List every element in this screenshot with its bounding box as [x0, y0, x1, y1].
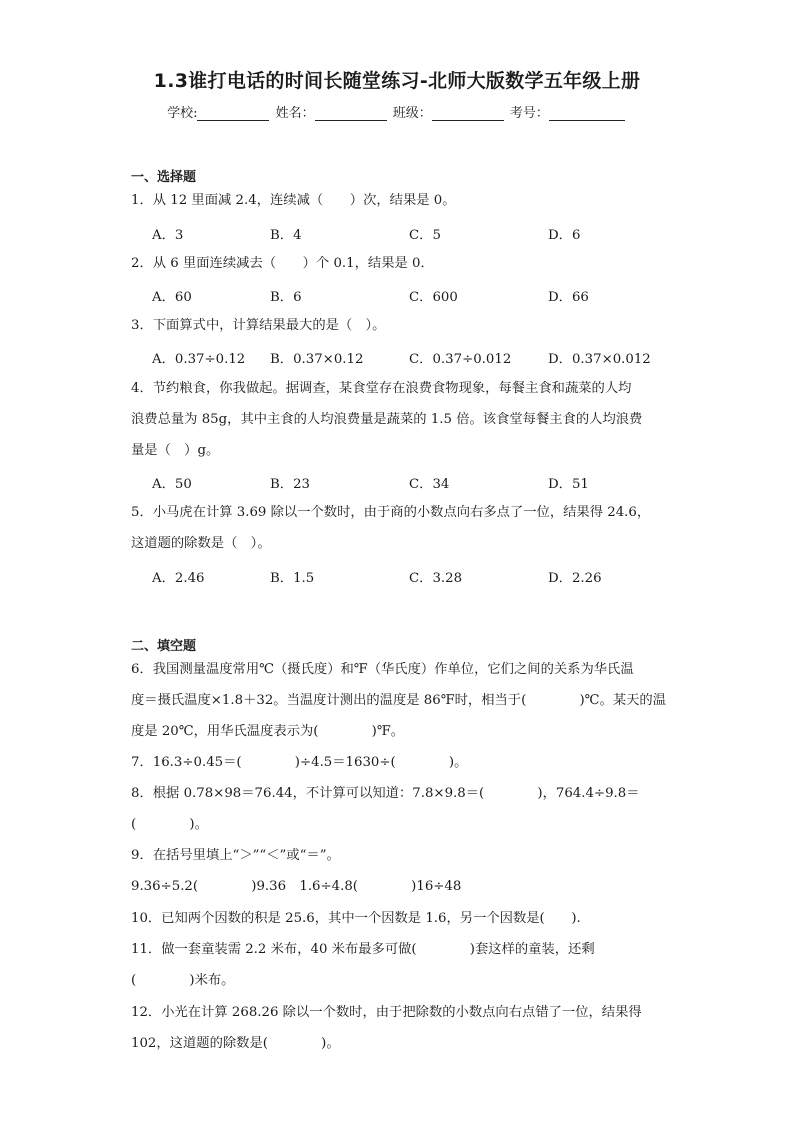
question-7 — [131, 747, 671, 778]
section-heading-choice: 一、选择题 — [131, 170, 197, 185]
class-label: 班级： — [392, 106, 432, 121]
page-title: 1.3谁打电话的时间长随堂练习-北师大版数学五年级上册 — [153, 70, 641, 92]
question-line: 11．做一套童装需 2.2 米布，40 米布最多可做( )套这样的童装，还剩 — [131, 942, 595, 957]
school-field[interactable] — [197, 106, 269, 121]
option-b[interactable]: B．23 — [270, 477, 310, 492]
question-5-options — [152, 567, 652, 587]
question-line: 量是（ ）g。 — [131, 443, 220, 458]
question-4 — [131, 373, 671, 466]
option-c[interactable]: C．3.28 — [409, 571, 463, 586]
question-12 — [131, 997, 671, 1059]
section-heading-fill-blank: 二、填空题 — [131, 639, 197, 654]
question-2-options — [152, 286, 652, 306]
exam-number-label: 考号： — [509, 106, 549, 121]
question-line: 1．从 12 里面减 2.4，连续减（ ）次，结果是 0。 — [131, 193, 456, 208]
option-d[interactable]: D．0.37×0.012 — [548, 352, 651, 367]
question-11 — [131, 934, 671, 996]
question-9 — [131, 840, 671, 871]
question-2 — [131, 248, 671, 279]
question-line: ( )。 — [131, 817, 208, 832]
question-line: 这道题的除数是（ ）。 — [131, 536, 271, 551]
question-line: 7．16.3÷0.45＝( )÷4.5＝1630÷( )。 — [131, 755, 468, 770]
option-c[interactable]: C．0.37÷0.012 — [409, 352, 512, 367]
question-line: 9．在括号里填上“＞”“＜”或“＝”。 — [131, 848, 340, 863]
question-line: 度是 20℃，用华氏温度表示为( )℉。 — [131, 724, 405, 739]
option-b[interactable]: B．0.37×0.12 — [270, 352, 364, 367]
question-line: 10．已知两个因数的积是 25.6，其中一个因数是 1.6，另一个因数是( ). — [131, 911, 581, 926]
question-line: 2．从 6 里面连续减去（ ）个 0.1，结果是 0． — [131, 256, 434, 271]
option-d[interactable]: D．2.26 — [548, 571, 602, 586]
question-line: 8．根据 0.78×98＝76.44，不计算可以知道：7.8×9.8＝( )，764.4÷9.8＝ — [131, 786, 640, 801]
option-b[interactable]: B．1.5 — [270, 571, 315, 586]
option-c[interactable]: C．600 — [409, 290, 458, 305]
question-line: 6．我国测量温度常用℃（摄氏度）和℉（华氏度）作单位，它们之间的关系为华氏温 — [131, 662, 634, 677]
student-info-row — [0, 102, 794, 121]
school-label: 学校: — [167, 106, 198, 121]
question-6 — [131, 654, 671, 747]
question-line: 浪费总量为 85g，其中主食的人均浪费量是蔬菜的 1.5 倍。该食堂每餐主食的人均浪费 — [131, 412, 643, 427]
option-c[interactable]: C．5 — [409, 228, 441, 243]
option-c[interactable]: C．34 — [409, 477, 450, 492]
question-1 — [131, 185, 671, 216]
name-label: 姓名： — [275, 106, 315, 121]
question-line: ( )米布。 — [131, 973, 235, 988]
question-8 — [131, 778, 671, 840]
question-line: 9.36÷5.2( )9.36 1.6÷4.8( )16÷48 — [131, 879, 462, 894]
question-line: 5．小马虎在计算 3.69 除以一个数时，由于商的小数点向右多点了一位，结果得 24.6， — [131, 505, 651, 520]
option-d[interactable]: D．6 — [548, 228, 581, 243]
option-a[interactable]: A．60 — [152, 290, 192, 305]
option-a[interactable]: A．2.46 — [152, 571, 205, 586]
option-d[interactable]: D．51 — [548, 477, 589, 492]
question-line: 4．节约粮食，你我做起。据调查，某食堂存在浪费食物现象，每餐主食和蔬菜的人均 — [131, 381, 632, 396]
question-9-items — [131, 871, 671, 902]
question-line: 12．小光在计算 268.26 除以一个数时，由于把除数的小数点向右点错了一位，结果得 — [131, 1005, 642, 1020]
option-a[interactable]: A．0.37÷0.12 — [152, 352, 246, 367]
question-3-options — [152, 348, 652, 368]
question-line: 3．下面算式中，计算结果最大的是（ ）。 — [131, 318, 386, 333]
name-field[interactable] — [315, 106, 387, 121]
question-10 — [131, 903, 671, 934]
question-1-options — [152, 224, 652, 244]
question-line: 102，这道题的除数是( )。 — [131, 1036, 340, 1051]
question-line: 度＝摄氏温度×1.8＋32。当温度计测出的温度是 86℉时，相当于( )℃。某天的温 — [131, 693, 667, 708]
option-b[interactable]: B．4 — [270, 228, 302, 243]
question-5 — [131, 497, 671, 559]
option-a[interactable]: A．50 — [152, 477, 192, 492]
option-a[interactable]: A．3 — [152, 228, 184, 243]
question-4-options — [152, 473, 652, 493]
class-field[interactable] — [432, 106, 504, 121]
question-3 — [131, 310, 671, 341]
option-d[interactable]: D．66 — [548, 290, 589, 305]
exam-number-field[interactable] — [549, 106, 625, 121]
option-b[interactable]: B．6 — [270, 290, 302, 305]
